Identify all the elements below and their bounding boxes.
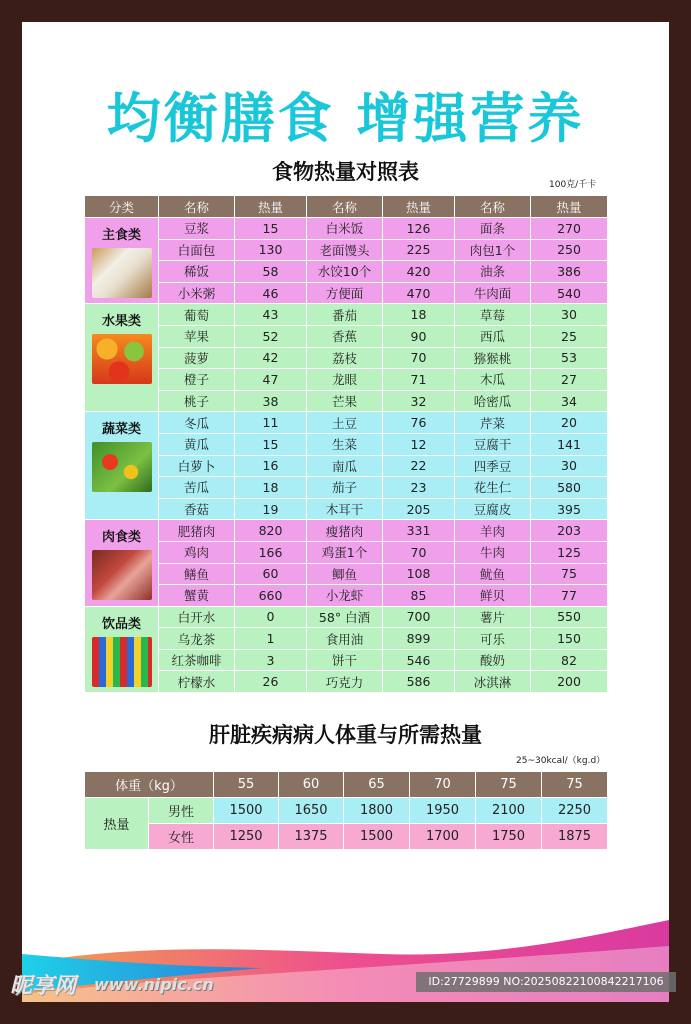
header-name: 名称: [455, 196, 531, 218]
food-calorie: 331: [383, 520, 455, 542]
food-calorie: 27: [531, 369, 608, 391]
female-calorie: 1875: [542, 824, 608, 850]
food-name: 白开水: [159, 606, 235, 628]
food-name: 红茶咖啡: [159, 649, 235, 671]
food-calorie: 225: [383, 239, 455, 261]
food-row: [85, 390, 608, 412]
food-calorie: 15: [235, 433, 307, 455]
food-calorie: 25: [531, 325, 608, 347]
food-calorie: 18: [235, 477, 307, 499]
food-name: 西瓜: [455, 325, 531, 347]
food-name: 哈密瓜: [455, 390, 531, 412]
food-name: 橙子: [159, 369, 235, 391]
food-calorie: 250: [531, 239, 608, 261]
food-calorie: 420: [383, 261, 455, 283]
food-name: 菠萝: [159, 347, 235, 369]
food-calorie: 470: [383, 282, 455, 304]
food-calorie: 395: [531, 498, 608, 520]
food-calorie: 38: [235, 390, 307, 412]
food-name: 苹果: [159, 325, 235, 347]
watermark-bar: [0, 964, 691, 998]
male-label: 男性: [149, 798, 214, 824]
food-calorie: 586: [383, 671, 455, 693]
food-calorie: 30: [531, 455, 608, 477]
food-calorie: 23: [383, 477, 455, 499]
male-row: [85, 798, 608, 824]
weight-value: 75: [542, 772, 608, 798]
food-name: 草莓: [455, 304, 531, 326]
male-calorie: 1950: [410, 798, 476, 824]
food-name: 猕猴桃: [455, 347, 531, 369]
food-table-body: [85, 218, 608, 693]
female-row: [85, 824, 608, 850]
food-name: 白萝卜: [159, 455, 235, 477]
weight-value: 55: [214, 772, 279, 798]
food-name: 薯片: [455, 606, 531, 628]
food-name: 四季豆: [455, 455, 531, 477]
food-name: 牛肉面: [455, 282, 531, 304]
food-calorie: 76: [383, 412, 455, 434]
header-calorie: 热量: [235, 196, 307, 218]
weight-table-title: 肝脏疾病病人体重与所需热量: [209, 723, 482, 747]
food-calorie: 70: [383, 541, 455, 563]
food-calorie: 53: [531, 347, 608, 369]
food-row: [85, 239, 608, 261]
food-table-title: 食物热量对照表: [272, 160, 419, 184]
food-name: 稀饭: [159, 261, 235, 283]
header-calorie: 热量: [383, 196, 455, 218]
food-name: 方便面: [307, 282, 383, 304]
food-calorie: 141: [531, 433, 608, 455]
food-name: 豆浆: [159, 218, 235, 240]
food-calorie: 43: [235, 304, 307, 326]
food-row: [85, 563, 608, 585]
watermark-site: www.nipic.cn: [94, 975, 214, 994]
food-calorie: 22: [383, 455, 455, 477]
category-name: 主食类: [101, 228, 141, 243]
food-name: 水饺10个: [307, 261, 383, 283]
food-name: 豆腐干: [455, 433, 531, 455]
category-cell: [85, 520, 159, 606]
food-name: 羊肉: [455, 520, 531, 542]
weight-table-unit: 25~30kcal/（kg.d）: [516, 756, 606, 766]
food-name: 牛肉: [455, 541, 531, 563]
food-calorie: 580: [531, 477, 608, 499]
category-cell: [85, 606, 159, 692]
food-name: 桃子: [159, 390, 235, 412]
food-name: 乌龙茶: [159, 628, 235, 650]
main-title: 均衡膳食 增强营养: [106, 87, 585, 150]
food-calorie: 60: [235, 563, 307, 585]
food-calorie: 82: [531, 649, 608, 671]
food-table-unit: 100克/千卡: [549, 180, 597, 190]
food-calorie: 125: [531, 541, 608, 563]
weight-row: [85, 772, 608, 798]
category-cell: [85, 304, 159, 412]
food-calorie: 550: [531, 606, 608, 628]
food-name: 白米饭: [307, 218, 383, 240]
food-calorie: 820: [235, 520, 307, 542]
food-row: [85, 433, 608, 455]
food-name: 番茄: [307, 304, 383, 326]
food-row: [85, 304, 608, 326]
food-calorie: 20: [531, 412, 608, 434]
food-row: [85, 585, 608, 607]
food-calorie: 1: [235, 628, 307, 650]
food-calorie: 899: [383, 628, 455, 650]
food-name: 鲜贝: [455, 585, 531, 607]
food-name: 香蕉: [307, 325, 383, 347]
food-calorie: 70: [383, 347, 455, 369]
requirement-label: 热量: [85, 798, 149, 850]
food-calorie: 150: [531, 628, 608, 650]
food-name: 白面包: [159, 239, 235, 261]
food-name: 葡萄: [159, 304, 235, 326]
food-calorie: 75: [531, 563, 608, 585]
male-calorie: 1800: [344, 798, 410, 824]
food-name: 巧克力: [307, 671, 383, 693]
food-calorie: 71: [383, 369, 455, 391]
food-calorie: 12: [383, 433, 455, 455]
food-name: 柠檬水: [159, 671, 235, 693]
food-calorie-table: [84, 195, 608, 693]
food-row: [85, 369, 608, 391]
food-name: 瘦猪肉: [307, 520, 383, 542]
food-calorie: 58: [235, 261, 307, 283]
food-calorie: 540: [531, 282, 608, 304]
food-calorie: 46: [235, 282, 307, 304]
weight-value: 65: [344, 772, 410, 798]
food-name: 蟹黄: [159, 585, 235, 607]
food-name: 饼干: [307, 649, 383, 671]
food-name: 可乐: [455, 628, 531, 650]
food-calorie: 15: [235, 218, 307, 240]
food-calorie: 16: [235, 455, 307, 477]
food-calorie: 3: [235, 649, 307, 671]
food-name: 冰淇淋: [455, 671, 531, 693]
food-name: 58° 白酒: [307, 606, 383, 628]
food-calorie: 166: [235, 541, 307, 563]
weight-label: 体重（kg）: [85, 772, 214, 798]
male-calorie: 1650: [279, 798, 344, 824]
food-row: [85, 347, 608, 369]
food-name: 鳝鱼: [159, 563, 235, 585]
category-cell: [85, 218, 159, 304]
header-name: 名称: [159, 196, 235, 218]
food-calorie: 126: [383, 218, 455, 240]
food-name: 茄子: [307, 477, 383, 499]
food-row: [85, 218, 608, 240]
food-calorie: 34: [531, 390, 608, 412]
food-name: 鲫鱼: [307, 563, 383, 585]
female-calorie: 1250: [214, 824, 279, 850]
food-row: [85, 412, 608, 434]
weight-value: 75: [476, 772, 542, 798]
food-calorie: 660: [235, 585, 307, 607]
food-name: 生菜: [307, 433, 383, 455]
drinks-photo: [92, 637, 152, 687]
vegetables-photo: [92, 442, 152, 492]
weight-value: 70: [410, 772, 476, 798]
male-calorie: 1500: [214, 798, 279, 824]
food-name: 荔枝: [307, 347, 383, 369]
food-calorie: 270: [531, 218, 608, 240]
food-calorie: 52: [235, 325, 307, 347]
category-cell: [85, 412, 159, 520]
food-row: [85, 628, 608, 650]
food-row: [85, 541, 608, 563]
food-calorie: 203: [531, 520, 608, 542]
watermark-logo: 昵享网: [10, 974, 77, 999]
food-name: 龙眼: [307, 369, 383, 391]
food-calorie: 11: [235, 412, 307, 434]
food-name: 鸡肉: [159, 541, 235, 563]
food-name: 鱿鱼: [455, 563, 531, 585]
food-calorie: 0: [235, 606, 307, 628]
food-name: 肥猪肉: [159, 520, 235, 542]
food-name: 木耳干: [307, 498, 383, 520]
food-name: 豆腐皮: [455, 498, 531, 520]
category-name: 饮品类: [101, 616, 141, 632]
female-label: 女性: [149, 824, 214, 850]
header-calorie: 热量: [531, 196, 608, 218]
category-name: 肉食类: [101, 530, 141, 546]
food-calorie: 205: [383, 498, 455, 520]
weight-calorie-table: [84, 771, 608, 850]
food-name: 小米粥: [159, 282, 235, 304]
food-name: 老面馒头: [307, 239, 383, 261]
food-calorie: 77: [531, 585, 608, 607]
female-calorie: 1750: [476, 824, 542, 850]
female-calorie: 1700: [410, 824, 476, 850]
fruits-photo: [92, 334, 152, 384]
food-calorie: 90: [383, 325, 455, 347]
food-name: 木瓜: [455, 369, 531, 391]
food-name: 食用油: [307, 628, 383, 650]
category-name: 蔬菜类: [101, 422, 141, 438]
food-name: 花生仁: [455, 477, 531, 499]
food-calorie: 19: [235, 498, 307, 520]
meat-photo: [92, 550, 152, 600]
food-name: 香菇: [159, 498, 235, 520]
female-calorie: 1375: [279, 824, 344, 850]
food-name: 肉包1个: [455, 239, 531, 261]
food-calorie: 32: [383, 390, 455, 412]
food-row: [85, 671, 608, 693]
food-calorie: 130: [235, 239, 307, 261]
food-row: [85, 455, 608, 477]
food-name: 苦瓜: [159, 477, 235, 499]
food-calorie: 108: [383, 563, 455, 585]
food-name: 南瓜: [307, 455, 383, 477]
food-row: [85, 477, 608, 499]
male-calorie: 2100: [476, 798, 542, 824]
food-name: 黄瓜: [159, 433, 235, 455]
food-calorie: 26: [235, 671, 307, 693]
food-calorie: 386: [531, 261, 608, 283]
food-calorie: 546: [383, 649, 455, 671]
header-category: 分类: [85, 196, 159, 218]
food-row: [85, 282, 608, 304]
food-name: 面条: [455, 218, 531, 240]
poster: [22, 22, 669, 1002]
male-calorie: 2250: [542, 798, 608, 824]
food-row: [85, 498, 608, 520]
food-name: 鸡蛋1个: [307, 541, 383, 563]
food-row: [85, 520, 608, 542]
food-calorie: 47: [235, 369, 307, 391]
food-table-header: [85, 196, 608, 218]
steamed-buns-photo: [92, 248, 152, 298]
food-calorie: 85: [383, 585, 455, 607]
image-id-label: ID:27729899 NO:20250822100842217106: [416, 972, 676, 992]
header-name: 名称: [307, 196, 383, 218]
food-row: [85, 606, 608, 628]
food-calorie: 200: [531, 671, 608, 693]
food-name: 土豆: [307, 412, 383, 434]
food-name: 油条: [455, 261, 531, 283]
weight-value: 60: [279, 772, 344, 798]
food-calorie: 18: [383, 304, 455, 326]
food-calorie: 700: [383, 606, 455, 628]
food-name: 芒果: [307, 390, 383, 412]
category-name: 水果类: [101, 314, 141, 330]
female-calorie: 1500: [344, 824, 410, 850]
food-calorie: 30: [531, 304, 608, 326]
food-calorie: 42: [235, 347, 307, 369]
food-name: 芹菜: [455, 412, 531, 434]
food-name: 酸奶: [455, 649, 531, 671]
food-row: [85, 325, 608, 347]
food-row: [85, 261, 608, 283]
food-name: 小龙虾: [307, 585, 383, 607]
food-row: [85, 649, 608, 671]
food-name: 冬瓜: [159, 412, 235, 434]
